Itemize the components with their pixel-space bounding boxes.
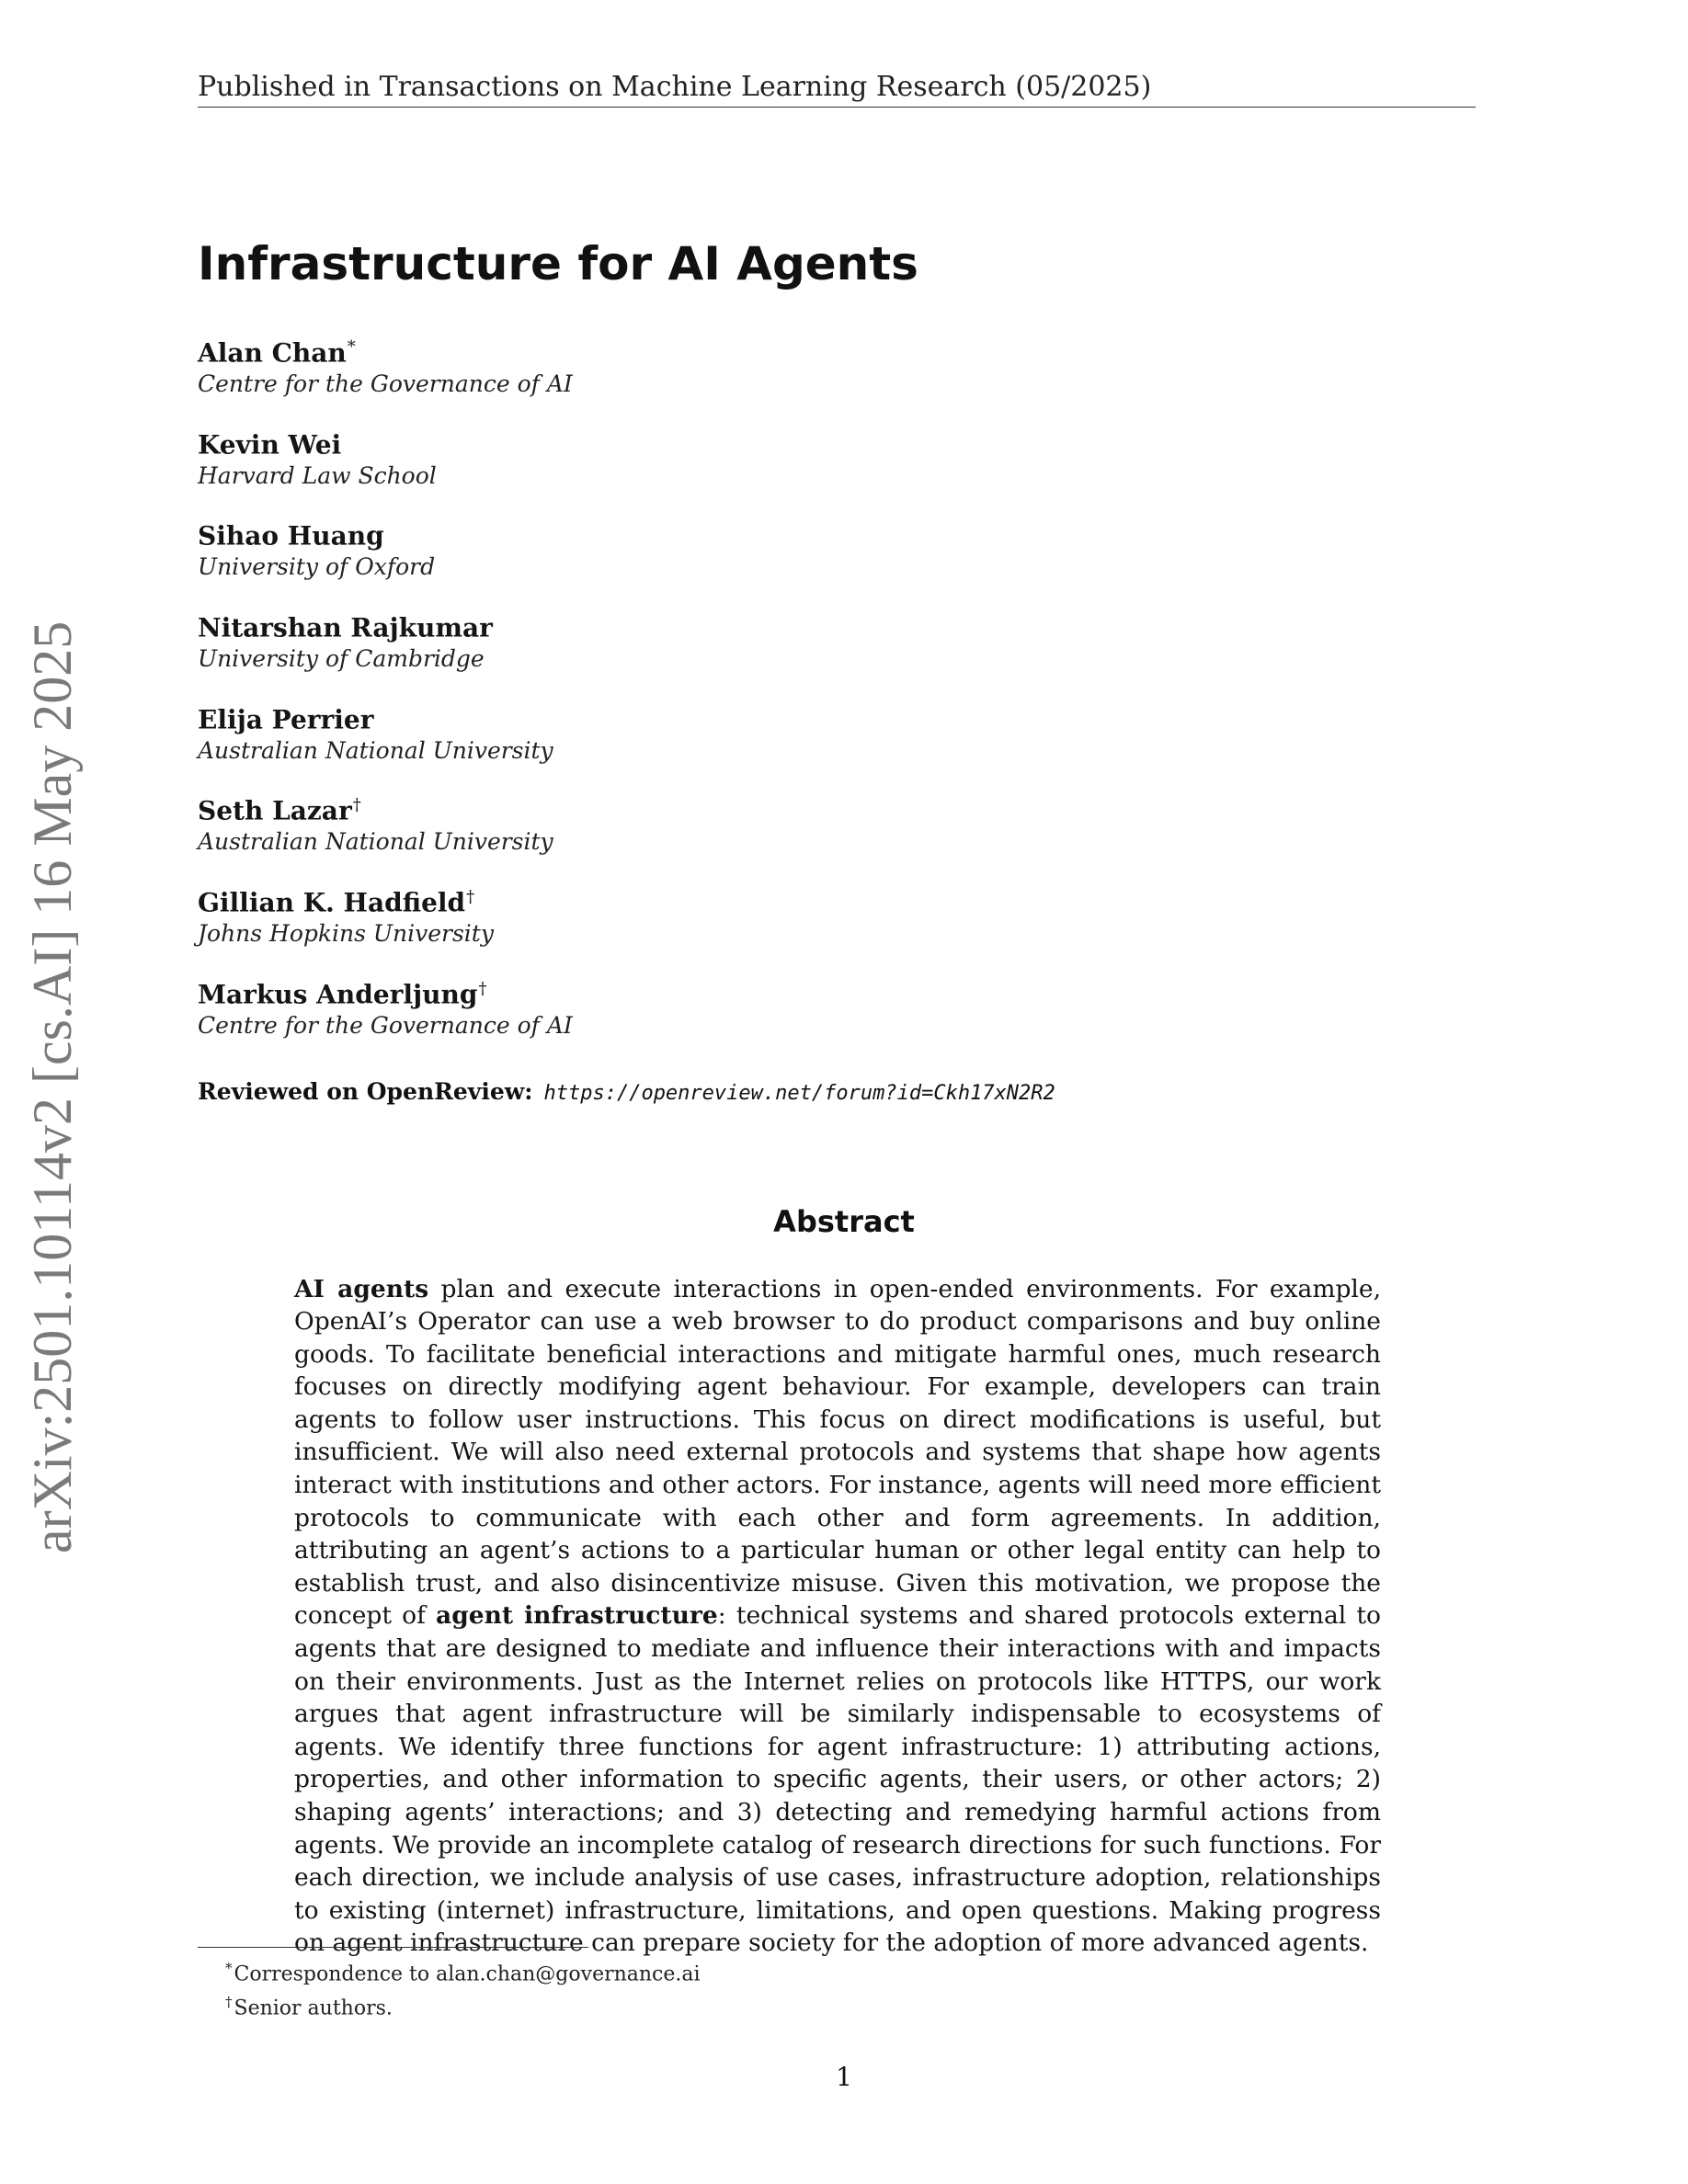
- author-footnote-mark: †: [466, 887, 475, 906]
- author-affiliation: University of Oxford: [198, 553, 436, 581]
- author-block-7: [198, 888, 494, 948]
- author-affiliation: Johns Hopkins University: [198, 920, 494, 948]
- author-affiliation: University of Cambridge: [198, 645, 485, 673]
- author-affiliation: Centre for the Governance of AI: [198, 370, 573, 398]
- arxiv-identifier-stamp: arXiv:2501.10114v2 [cs.AI] 16 May 2025: [22, 620, 83, 1553]
- author-name: Nitarshan Rajkumar: [198, 612, 493, 643]
- author-affiliation: Harvard Law School: [198, 462, 437, 490]
- review-label: Reviewed on OpenReview:: [198, 1078, 533, 1105]
- author-affiliation: Australian National University: [198, 828, 553, 856]
- author-block-5: [198, 705, 553, 765]
- abstract-text: AI agents plan and execute interactions in open-ended environments. For example, OpenAI’s Operator can use a web browser to do product comparisons and buy online goods. To facilitate beneficial interactions and mitigate harmful ones, much research focuses on directly modifying agent behaviour. For example, developers can train agents to follow user instructions. This focus on direct modifications is useful, but insufficient. We will also need external protocols and systems that shape how agents interact with institutions and other actors. For instance, agents will need more efficient protocols to communicate with each other and form agreements. In addition, attributing an agent’s actions to a particular human or other legal entity can help to establish trust, and also disincentivize misuse. Given this motivation, we propose the concept of agent infrastructure: technical systems and shared protocols external to agents that are designed to mediate and influence their interactions with and impacts on their environments. Just as the Internet relies on protocols like HTTPS, our work argues that agent infrastructure will be similarly indispensable to ecosystems of agents. We identify three functions for agent infrastructure: 1) attributing actions, properties, and other information to specific agents, their users, or other actors; 2) shaping agents’ interactions; and 3) detecting and remedying harmful actions from agents. We provide an incomplete catalog of research directions for such functions. For each direction, we include analysis of use cases, infrastructure adoption, relationships to existing (internet) infrastructure, limitations, and open questions. Making progress on agent infrastructure can prepare society for the adoption of more advanced agents.: [294, 1274, 1382, 1958]
- running-header: [198, 72, 1476, 108]
- author-footnote-mark: †: [478, 979, 487, 998]
- footnote-divider: [198, 1947, 588, 1948]
- footnote-symbol: *: [225, 1960, 233, 1976]
- author-name: Elija Perrier: [198, 704, 374, 735]
- review-note: [198, 1078, 1055, 1105]
- footnote-text: Senior authors.: [234, 1996, 393, 2020]
- page-number: 1: [836, 2062, 852, 2092]
- author-block-4: [198, 613, 494, 673]
- author-block-3: [198, 521, 435, 581]
- author-name: Markus Anderljung†: [198, 979, 487, 1010]
- author-block-2: [198, 430, 437, 490]
- footnote-symbol: †: [225, 1994, 233, 2011]
- author-block-6: [198, 796, 553, 856]
- author-affiliation: Australian National University: [198, 737, 553, 765]
- author-footnote-mark: †: [352, 795, 361, 814]
- author-name: Sihao Huang: [198, 520, 384, 552]
- author-name: Seth Lazar†: [198, 795, 361, 826]
- abstract-key-term: agent infrastructure: [436, 1601, 718, 1631]
- footnote-text: Correspondence to alan.chan@governance.ai: [234, 1962, 701, 1986]
- author-affiliation: Centre for the Governance of AI: [198, 1012, 573, 1040]
- author-block-1: [198, 338, 573, 398]
- openreview-link[interactable]: https://openreview.net/forum?id=Ckh17xN2R2: [543, 1082, 1055, 1105]
- author-name: Gillian K. Hadfield†: [198, 887, 475, 918]
- abstract-key-term: AI agents: [294, 1274, 429, 1303]
- author-name: Alan Chan*: [198, 337, 356, 369]
- author-name: Kevin Wei: [198, 429, 342, 461]
- author-footnote-mark: *: [347, 337, 356, 357]
- footnotes: [225, 1954, 701, 2023]
- footnote-correspondence: [225, 1954, 701, 1988]
- running-header-text: Published in Transactions on Machine Learning Research (05/2025): [198, 71, 1152, 103]
- abstract-heading: Abstract: [773, 1203, 915, 1239]
- author-block-8: [198, 980, 573, 1040]
- footnote-senior-authors: [225, 1988, 701, 2022]
- paper-title: Infrastructure for AI Agents: [198, 236, 918, 290]
